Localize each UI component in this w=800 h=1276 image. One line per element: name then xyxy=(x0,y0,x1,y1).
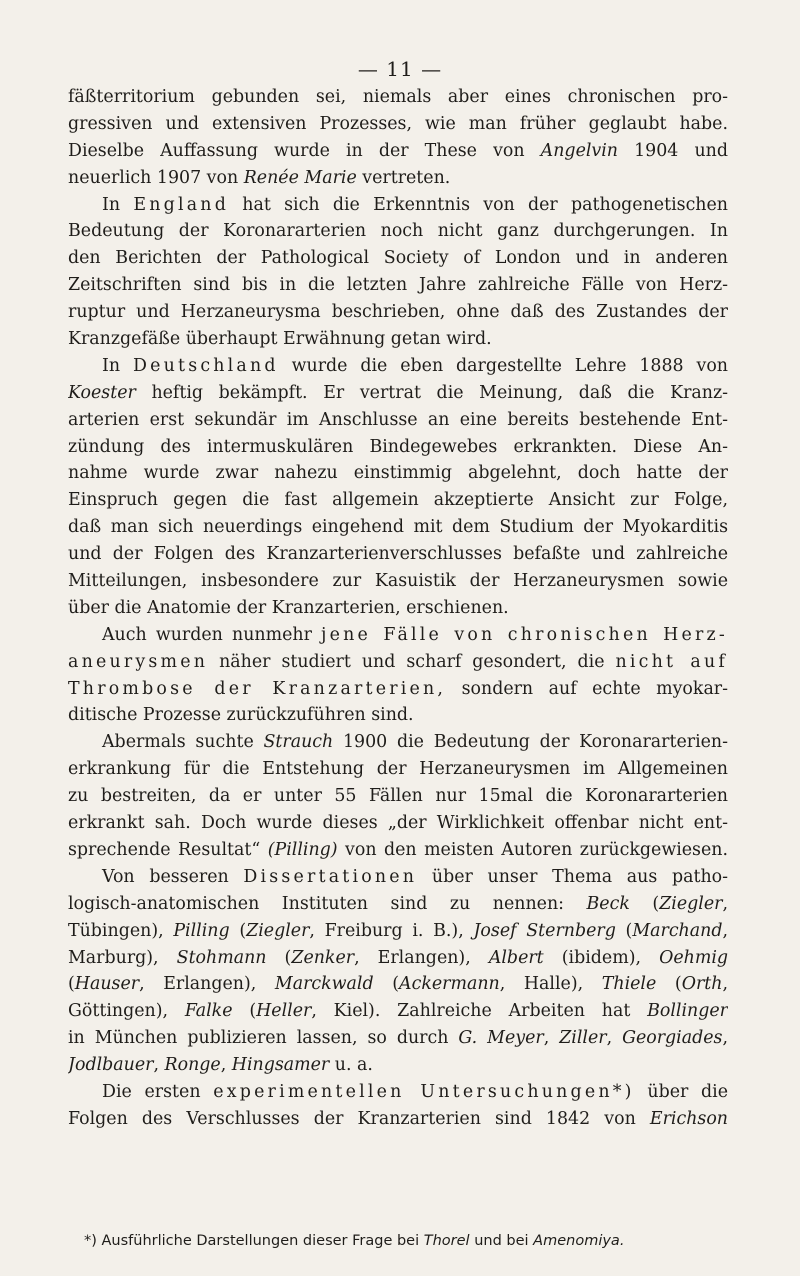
text-run: heftig bekämpft. Er vertrat die Meinung, daß die Kranz- xyxy=(135,382,728,403)
text-run: In xyxy=(102,194,134,215)
page-number: — 11 — xyxy=(357,57,443,81)
text-line xyxy=(68,837,728,864)
text-run: , xyxy=(722,974,728,995)
italic-name: Ronge xyxy=(164,1055,221,1076)
text-run: Folgen des Verschlusses der Kranzarterien sind 1842 von xyxy=(68,1108,650,1129)
spaced-emphasis: Thrombose der Kranzarterien, xyxy=(68,678,447,699)
text-line xyxy=(68,218,728,245)
italic-name: Strauch xyxy=(263,732,334,753)
italic-name: Hingsamer xyxy=(231,1055,330,1076)
italic-name: Ackermann xyxy=(399,974,500,995)
text-run: ( xyxy=(266,947,292,968)
italic-name: Renée Marie xyxy=(243,167,357,188)
text-line xyxy=(68,1079,728,1106)
text-run: vertreten. xyxy=(356,167,451,188)
text-line xyxy=(68,702,728,729)
spaced-emphasis: experimentellen Untersuchungen*) xyxy=(213,1081,635,1102)
text-line xyxy=(68,272,728,299)
text-run: 1904 und xyxy=(618,140,728,161)
spaced-emphasis: Dissertationen xyxy=(243,866,418,887)
text-run: über die xyxy=(634,1081,728,1102)
text-line xyxy=(68,192,728,219)
italic-name: Josef Sternberg xyxy=(473,920,616,941)
text-run: , xyxy=(722,920,728,941)
text-run: , xyxy=(722,1028,728,1049)
text-run: Kranzgefäße überhaupt Erwähnung getan wird. xyxy=(68,329,492,350)
text-run: Mitteilungen, insbesondere zur Kasuistik der Herzaneurysmen sowie xyxy=(68,571,728,592)
text-run: , Erlangen), xyxy=(139,974,275,995)
text-run: Abermals suchte xyxy=(102,732,264,753)
text-run: über unser Thema aus patho- xyxy=(417,866,728,887)
text-line xyxy=(68,353,728,380)
text-run: logisch-anatomischen Instituten sind zu nennen: xyxy=(68,893,587,914)
text-line xyxy=(68,945,728,972)
text-run: nahme wurde zwar nahezu einstimmig abgelehnt, doch hatte der xyxy=(68,463,728,484)
text-run: Bedeutung der Koronararterien noch nicht ganz durchgerungen. In xyxy=(68,221,728,242)
spaced-emphasis: jene Fälle von chronischen Herz- xyxy=(321,624,728,645)
italic-name: Thorel xyxy=(423,1233,470,1249)
italic-name: Ziller xyxy=(559,1028,607,1049)
text-run: u. a. xyxy=(329,1055,373,1076)
text-run: Marburg), xyxy=(68,947,177,968)
italic-name: Thiele xyxy=(601,974,657,995)
text-run: ( xyxy=(68,974,75,995)
italic-name: Marckwald xyxy=(274,974,374,995)
text-run: über die Anatomie der Kranzarterien, erschienen. xyxy=(68,597,509,618)
text-run: Einspruch gegen die fast allgemein akzeptierte Ansicht zur Folge, xyxy=(68,490,728,511)
text-run: daß man sich neuerdings eingehend mit dem Studium der Myokarditis xyxy=(68,517,728,538)
text-line xyxy=(68,622,728,649)
italic-name: Beck xyxy=(586,893,630,914)
text-line xyxy=(68,326,728,353)
text-run: sondern auf echte myokar- xyxy=(446,678,728,699)
text-run: den Berichten der Pathological Society of London und in anderen xyxy=(68,248,728,269)
italic-name: Georgiades xyxy=(622,1028,723,1049)
text-run: von den meisten Autoren zurückgewiesen. xyxy=(337,839,728,860)
italic-name: Zenker xyxy=(291,947,355,968)
text-run: , xyxy=(543,1028,560,1049)
text-run: , xyxy=(220,1055,232,1076)
text-run: *) Ausführliche Darstellungen dieser Frage bei xyxy=(84,1233,424,1249)
text-line xyxy=(68,783,728,810)
italic-name: G. Meyer xyxy=(458,1028,544,1049)
text-run: arterien erst sekundär im Anschlusse an eine bereits bestehende Ent- xyxy=(68,409,728,430)
italic-name: Ziegler xyxy=(246,920,310,941)
text-line xyxy=(68,891,728,918)
text-run: ( xyxy=(232,1001,257,1022)
text-line xyxy=(68,1025,728,1052)
text-line xyxy=(68,434,728,461)
text-run: , xyxy=(722,893,728,914)
text-run: fäßterritorium gebunden sei, niemals aber eines chronischen pro- xyxy=(68,87,728,107)
text-run: Auch wurden nunmehr xyxy=(102,624,322,645)
text-run: In xyxy=(102,355,133,376)
text-run: , Erlangen), xyxy=(354,947,489,968)
text-line xyxy=(68,245,728,272)
text-line xyxy=(68,111,728,138)
text-run: in München publizieren lassen, so durch xyxy=(68,1028,459,1049)
italic-name: Hauser xyxy=(74,974,140,995)
body-text xyxy=(68,84,728,1133)
italic-name: Stohmann xyxy=(176,947,267,968)
text-run: sprechende Resultat“ xyxy=(68,839,268,860)
text-run: , Kiel). Zahlreiche Arbeiten hat xyxy=(311,1001,648,1022)
text-line xyxy=(68,595,728,622)
text-line xyxy=(68,676,728,703)
text-run: 1900 die Bedeutung der Koronararterien- xyxy=(333,732,728,753)
text-line xyxy=(68,756,728,783)
text-run: wurde die eben dargestellte Lehre 1888 von xyxy=(278,355,728,376)
text-run: Zeitschriften sind bis in die letzten Jahre zahlreiche Fälle von Herz- xyxy=(68,275,728,296)
text-run: (ibidem), xyxy=(543,947,660,968)
text-run: ( xyxy=(615,920,633,941)
text-line xyxy=(68,165,728,192)
text-run: erkrankung für die Entstehung der Herzaneurysmen im Allgemeinen xyxy=(68,759,728,780)
text-line xyxy=(68,1052,728,1079)
text-run: Dieselbe Auffassung wurde in der These von xyxy=(68,140,541,161)
italic-name: Amenomiya. xyxy=(533,1233,625,1249)
text-line xyxy=(68,971,728,998)
text-run: , Halle), xyxy=(499,974,602,995)
text-run: Göttingen), xyxy=(68,1001,185,1022)
text-run: zu bestreiten, da er unter 55 Fällen nur 15mal die Koronararterien xyxy=(68,786,728,807)
text-run: neuerlich 1907 von xyxy=(68,167,244,188)
text-line xyxy=(68,487,728,514)
text-line xyxy=(68,138,728,165)
text-run: und der Folgen des Kranzarterienverschlusses befaßte und zahlreiche xyxy=(68,544,728,565)
text-run: Von besseren xyxy=(102,866,244,887)
italic-name: Erichson xyxy=(649,1108,728,1129)
text-line xyxy=(68,918,728,945)
italic-name: Jodlbauer xyxy=(68,1055,154,1076)
text-line xyxy=(68,810,728,837)
text-run: gressiven und extensiven Prozesses, wie man früher geglaubt habe. xyxy=(68,113,728,134)
italic-name: Albert xyxy=(488,947,544,968)
text-line xyxy=(68,729,728,756)
text-run: , Freiburg i. B.), xyxy=(309,920,474,941)
text-run: zündung des intermuskulären Bindegewebes erkrankten. Diese An- xyxy=(68,436,728,457)
text-run: , xyxy=(153,1055,165,1076)
text-line xyxy=(68,84,728,111)
text-run: hat sich die Erkenntnis von der pathogenetischen xyxy=(229,194,728,215)
text-line xyxy=(68,568,728,595)
italic-name: Koester xyxy=(68,382,136,403)
text-line xyxy=(68,649,728,676)
text-line xyxy=(68,460,728,487)
text-run: ditische Prozesse zurückzuführen sind. xyxy=(68,705,414,726)
spaced-emphasis: nicht auf xyxy=(615,651,728,672)
text-line xyxy=(68,407,728,434)
text-line xyxy=(68,1106,728,1133)
text-run: erkrankt sah. Doch wurde dieses „der Wirklichkeit offenbar nicht ent- xyxy=(68,813,728,834)
text-run: ( xyxy=(373,974,400,995)
text-line xyxy=(68,998,728,1025)
italic-name: (Pilling) xyxy=(267,839,338,860)
text-run: ( xyxy=(629,893,660,914)
text-run: näher studiert und scharf gesondert, die xyxy=(208,651,616,672)
italic-name: Ziegler xyxy=(659,893,723,914)
text-run: , xyxy=(606,1028,623,1049)
italic-name: Angelvin xyxy=(540,140,619,161)
italic-name: Pilling xyxy=(173,920,230,941)
italic-name: Bollinger xyxy=(647,1001,728,1022)
text-line xyxy=(68,864,728,891)
italic-name: Heller xyxy=(256,1001,312,1022)
text-run: ruptur und Herzaneurysma beschrieben, ohne daß des Zustandes der xyxy=(68,302,728,323)
text-line xyxy=(68,541,728,568)
spaced-emphasis: England xyxy=(133,194,230,215)
italic-name: Orth xyxy=(681,974,723,995)
italic-name: Marchand xyxy=(632,920,723,941)
spaced-emphasis: aneurysmen xyxy=(68,651,209,672)
text-run: Die ersten xyxy=(102,1081,214,1102)
text-run: und bei xyxy=(469,1233,534,1249)
text-line xyxy=(68,299,728,326)
text-run: ( xyxy=(229,920,247,941)
italic-name: Oehmig xyxy=(659,947,728,968)
text-run: ( xyxy=(656,974,682,995)
text-run: Tübingen), xyxy=(68,920,174,941)
spaced-emphasis: Deutschland xyxy=(132,355,279,376)
text-line xyxy=(68,380,728,407)
italic-name: Falke xyxy=(184,1001,233,1022)
footnote xyxy=(84,1230,734,1252)
text-line xyxy=(68,514,728,541)
